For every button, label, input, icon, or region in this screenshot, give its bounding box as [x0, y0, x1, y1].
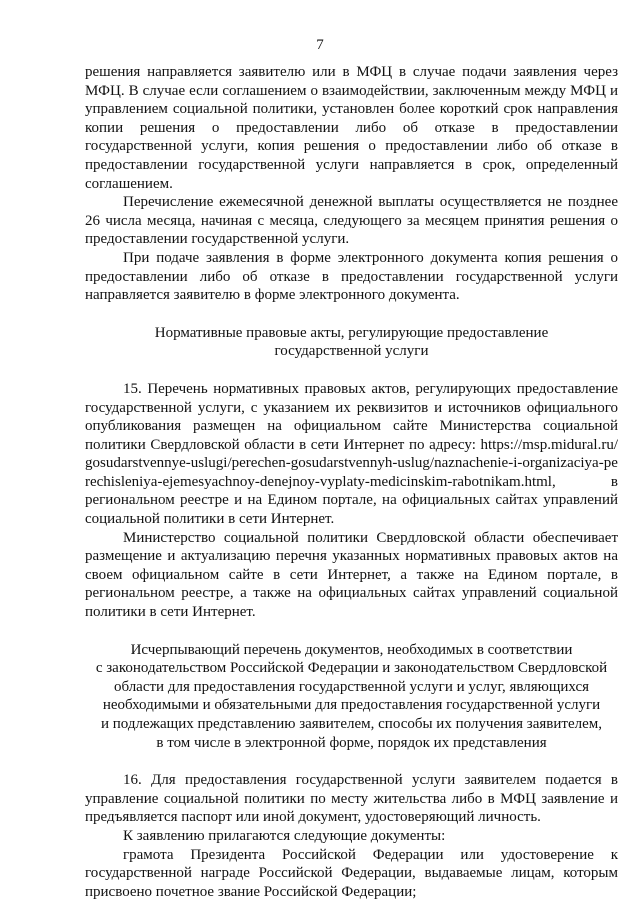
url-line: https://msp.midural.ru/gosudarstvennye-uslugi/perechen-gosudarstvennyh- — [85, 436, 619, 472]
heading-line: и подлежащих представлению заявителем, способы их получения заявителем, — [100, 716, 602, 732]
url-line: medicinskim-rabotnikam.html — [369, 473, 552, 490]
url-line: uslug/naznachenie-i-organizaciya-perechisleniya-ejemesyachnoy-denejnoy-vyplaty- — [85, 455, 618, 490]
paragraph-section-16: 16. Для предоставления государственной услуги заявителем подается в управление социальной политики по месту жительства либо в МФЦ заявление и предъявляется паспорт или иной документ, удостоверяющий личность. — [85, 772, 618, 826]
section-heading-legal-acts — [85, 324, 618, 361]
heading-line: с законодательством Российской Федерации и законодательством Свердловской — [95, 660, 608, 677]
paragraph-payment-transfer: Перечисление ежемесячной денежной выплаты осуществляется не позднее 26 числа месяца, начиная с месяца, следующего за месяцем принятия решения о предоставлении государственной услуги. — [85, 194, 618, 248]
heading-line: необходимыми и обязательными для предоставления государственной услуги — [102, 697, 601, 714]
paragraph-section-15 — [85, 380, 618, 529]
heading-line: в том числе в электронной форме, порядок их представления — [156, 734, 547, 751]
paragraph-electronic-submission: При подаче заявления в форме электронного документа копия решения о предоставлении либо об отказе в предоставлении государственной услуги направляется заявителю в форме электронного документа. — [85, 249, 618, 304]
heading-line: Нормативные правовые акты, регулирующие предоставление — [154, 324, 549, 341]
heading-line: государственной услуги — [274, 343, 429, 360]
paragraph-decision-delivery: решения направляется заявителю или в МФЦ в случае подачи заявления через МФЦ. В случае если соглашением о взаимодействии, заключенным между МФЦ и управлением социальной политики, установлен более короткий срок направления копии решения о предоставлении либо об отказе в предоставлении государственной услуги, копия решения о предоставлении либо об отказе в предоставлении государственной услуги направляется в срок, определенный соглашением. — [85, 64, 618, 192]
heading-line: области для предоставления государственной услуги и услуг, являющихся — [113, 678, 590, 695]
paragraph-president-certificate: грамота Президента Российской Федерации или удостоверение к государственной награде Российской Федерации, выдаваемые лицам, которым присвоено почетное звание Российской Федерации; — [85, 846, 618, 900]
page-number: 7 — [316, 37, 324, 53]
paragraph-attached-documents: К заявлению прилагаются следующие документы: — [123, 827, 446, 844]
page-content — [85, 63, 618, 901]
section-15-text-after-url: , в региональном реестре и на Едином портале, на официальных сайтах управлений социальной политики в сети Интернет. — [85, 473, 618, 528]
paragraph-ministry-ensures: Министерство социальной политики Свердловской области обеспечивает размещение и актуализацию перечня указанных нормативных правовых актов на своем официальном сайте в сети Интернет, а также на Едином портале, в региональном реестре, а также на официальных сайтах управлений социальной политики в сети Интернет. — [85, 529, 618, 621]
section-heading-documents-list — [85, 641, 618, 753]
section-15-text: 15. Перечень нормативных правовых актов, регулирующих предоставление государственной услуги, с указанием их реквизитов и источников официального опубликования размещен на официальном сайте Министерства социальной политики Свердловской области в сети Интернет по адресу: — [85, 380, 618, 453]
heading-line: Исчерпывающий перечень документов, необходимых в соответствии — [130, 641, 573, 658]
